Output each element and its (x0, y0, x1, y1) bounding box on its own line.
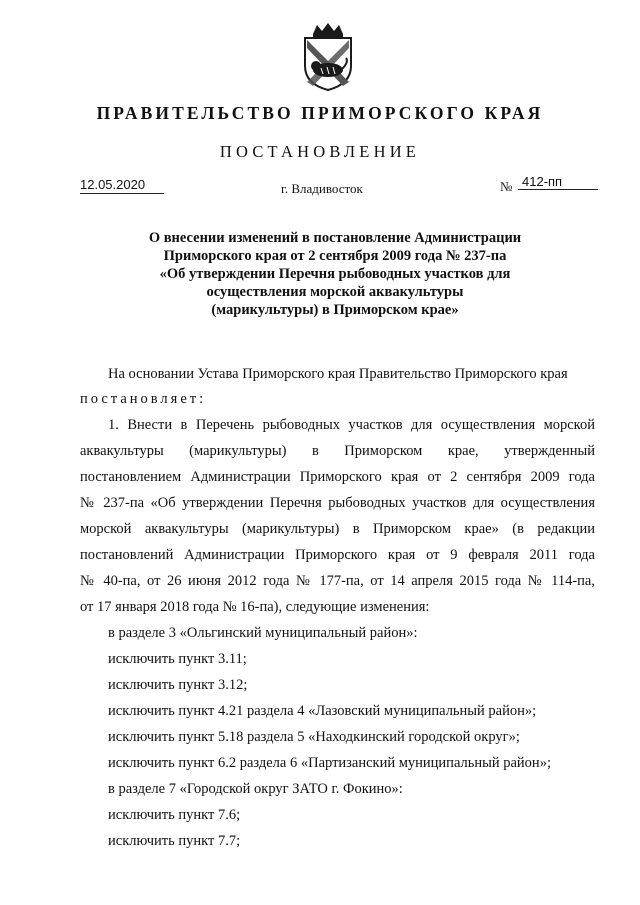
body-line: № 237-па «Об утверждении Перечня рыбоводных участков для осуществления (80, 495, 595, 511)
subject-line: осуществления морской аквакультуры (206, 284, 464, 300)
list-item: исключить пункт 5.18 раздела 5 «Находкинский городской округ»; (108, 729, 520, 745)
subject-line: (марикультуры) в Приморском крае» (211, 302, 459, 318)
list-item: исключить пункт 3.12; (108, 677, 248, 693)
subject-line: О внесении изменений в постановление Администрации (148, 230, 522, 246)
body-line: постановляет: (80, 391, 207, 407)
body-line: На основании Устава Приморского края Правительство Приморского края (108, 366, 568, 382)
list-item: исключить пункт 7.6; (108, 807, 241, 823)
list-item: в разделе 3 «Ольгинский муниципальный район»: (108, 625, 418, 641)
list-item: в разделе 7 «Городской округ ЗАТО г. Фокино»: (108, 781, 403, 797)
body-line: № 40-па, от 26 июня 2012 года № 177-па, от 14 апреля 2015 года № 114-па, (80, 573, 595, 589)
subject-line: Приморского края от 2 сентября 2009 года № 237-па (163, 248, 507, 264)
coat-of-arms-emblem (299, 22, 357, 92)
body-line: аквакультуры (марикультуры) в Приморском крае, утвержденный (80, 443, 595, 459)
document-subject (100, 229, 570, 319)
list-item: исключить пункт 7.7; (108, 833, 241, 849)
document-type: ПОСТАНОВЛЕНИЕ (219, 142, 421, 161)
document-date: 12.05.2020 (80, 177, 164, 194)
document-city: г. Владивосток (281, 181, 363, 196)
body-line: постановлением Администрации Приморского края от 2 сентября 2009 года (80, 469, 595, 485)
subject-line: «Об утверждении Перечня рыбоводных участков для (159, 266, 511, 282)
body-line: морской аквакультуры (марикультуры) в Приморском крае» (в редакции (80, 521, 595, 537)
list-item: исключить пункт 4.21 раздела 4 «Лазовский муниципальный район»; (108, 703, 537, 719)
body-line: 1. Внести в Перечень рыбоводных участков для осуществления морской (108, 417, 595, 433)
document-number: 412-пп (518, 174, 598, 190)
list-item: исключить пункт 3.11; (108, 651, 247, 667)
body-line: от 17 января 2018 года № 16-па), следующие изменения: (80, 599, 430, 615)
list-item: исключить пункт 6.2 раздела 6 «Партизанский муниципальный район»; (108, 755, 551, 771)
number-sign: № (500, 179, 513, 194)
government-title: ПРАВИТЕЛЬСТВО ПРИМОРСКОГО КРАЯ (96, 103, 544, 123)
body-line: постановлений Администрации Приморского края от 9 февраля 2011 года (80, 547, 595, 563)
